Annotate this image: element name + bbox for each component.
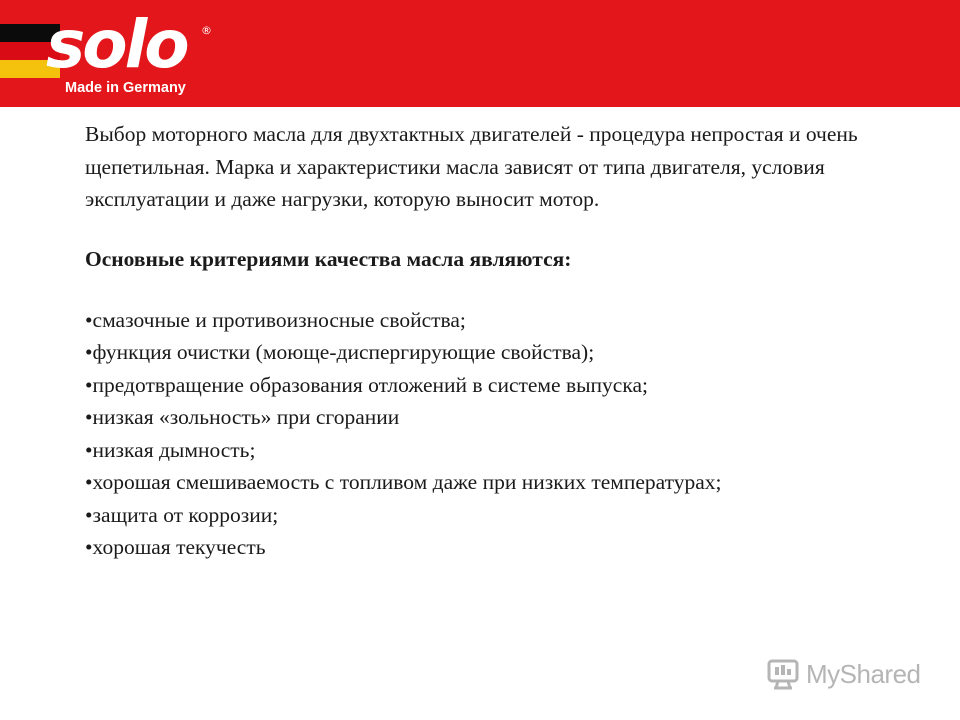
myshared-watermark — [766, 656, 936, 692]
criteria-item: •низкая «зольность» при сгорании — [85, 405, 400, 429]
slide-content — [85, 118, 915, 564]
criteria-item: •защита от коррозии; — [85, 502, 279, 527]
myshared-logo-icon — [766, 658, 800, 690]
registered-mark: ® — [201, 24, 212, 37]
criteria-item: •низкая дымность; — [85, 437, 256, 462]
tagline: Made in Germany — [65, 80, 186, 96]
criteria-item: •функция очистки (моюще-диспергирующие свойства); — [85, 340, 595, 364]
criteria-list — [85, 304, 915, 564]
logo-wordmark: solo — [46, 6, 187, 83]
criteria-item: •хорошая текучесть — [85, 535, 266, 559]
solo-logo — [46, 6, 216, 83]
criteria-item: •предотвращение образования отложений в системе выпуска; — [85, 372, 648, 397]
intro-paragraph: Выбор моторного масла для двухтактных двигателей - процедура непростая и очень щепетильная. Марка и характеристики масла зависят от типа двигателя, условия эксплуатации и даже нагрузки, которую выносит мотор. — [85, 122, 858, 211]
criteria-item: •смазочные и противоизносные свойства; — [85, 307, 466, 332]
criteria-heading: Основные критериями качества масла являются: — [85, 246, 572, 271]
watermark-text: MyShared — [806, 659, 921, 689]
header-band — [0, 0, 960, 107]
criteria-item: •хорошая смешиваемость с топливом даже при низких температурах; — [85, 470, 722, 494]
